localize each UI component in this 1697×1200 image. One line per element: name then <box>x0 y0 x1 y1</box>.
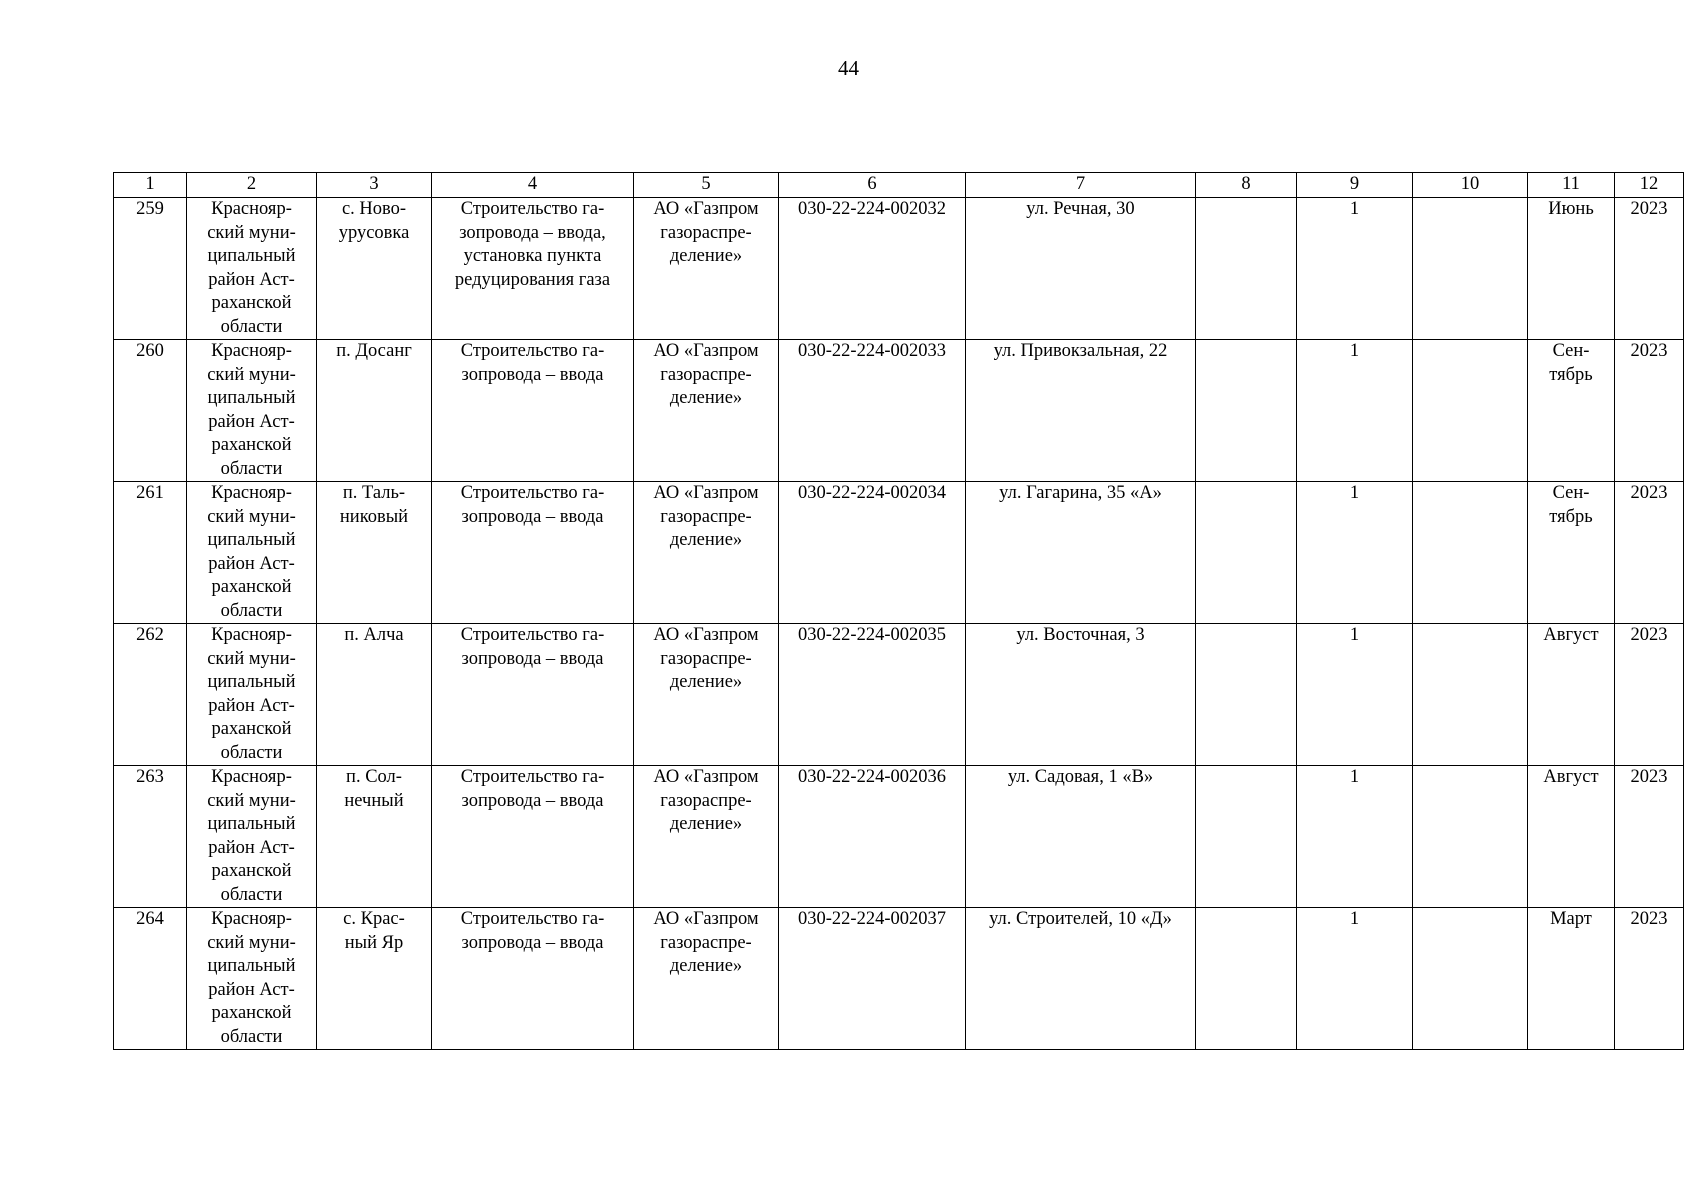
cell-line: Июнь <box>1548 199 1594 219</box>
cell-line: зопровода – ввода <box>461 648 604 669</box>
address-cell: ул. Привокзальная, 22 <box>966 340 1196 482</box>
column-header-9: 9 <box>1297 173 1413 198</box>
cell-line: деление» <box>669 388 743 408</box>
cell-line: район Аст- <box>208 553 295 574</box>
address-cell: ул. Восточная, 3 <box>966 624 1196 766</box>
object-code-cell: 030-22-224-002032 <box>779 198 966 340</box>
cell-line: газораспре- <box>660 790 752 811</box>
column-header-5: 5 <box>634 173 779 198</box>
row-number-cell: 263 <box>114 766 187 908</box>
column-number-row <box>114 173 1684 198</box>
cell-line: АО «Газпром <box>653 483 759 503</box>
cell-line: АО «Газпром <box>653 909 759 929</box>
cell-line: Краснояр- <box>211 341 292 361</box>
cell-line: ский муни- <box>207 790 296 811</box>
cell-line: деление» <box>669 814 743 834</box>
column-9-cell: 1 <box>1297 482 1413 624</box>
column-header-7: 7 <box>966 173 1196 198</box>
column-9-cell: 1 <box>1297 766 1413 908</box>
cell-line: Краснояр- <box>211 767 292 787</box>
object-code-cell: 030-22-224-002035 <box>779 624 966 766</box>
organization-cell <box>634 340 779 482</box>
object-code-cell: 030-22-224-002034 <box>779 482 966 624</box>
column-8-cell <box>1196 340 1297 482</box>
cell-line: Март <box>1550 909 1592 929</box>
column-10-cell <box>1413 908 1528 1050</box>
cell-line: зопровода – ввода <box>461 790 604 811</box>
table-row <box>114 198 1684 340</box>
cell-line: газораспре- <box>660 648 752 669</box>
cell-line: Краснояр- <box>211 909 292 929</box>
cell-line: Строительство га- <box>460 767 605 787</box>
column-10-cell <box>1413 624 1528 766</box>
address-cell: ул. Строителей, 10 «Д» <box>966 908 1196 1050</box>
month-cell <box>1528 766 1615 908</box>
cell-line: АО «Газпром <box>653 625 759 645</box>
cell-line: зопровода – ввода <box>461 364 604 385</box>
cell-line: газораспре- <box>660 364 752 385</box>
cell-line: Строительство га- <box>460 483 605 503</box>
work-type-cell <box>432 766 634 908</box>
row-number-cell: 262 <box>114 624 187 766</box>
row-number-cell: 260 <box>114 340 187 482</box>
cell-line: газораспре- <box>660 932 752 953</box>
work-type-cell <box>432 908 634 1050</box>
locality-cell <box>317 340 432 482</box>
column-9-cell: 1 <box>1297 908 1413 1050</box>
cell-line: области <box>220 316 283 337</box>
page-number: 44 <box>838 56 859 80</box>
cell-line: никовый <box>339 506 409 527</box>
district-cell <box>187 766 317 908</box>
cell-line: деление» <box>669 672 743 692</box>
cell-line: редуцирования газа <box>454 269 611 290</box>
cell-line: раханской <box>211 577 292 597</box>
cell-line: раханской <box>211 435 292 455</box>
cell-line: раханской <box>211 1003 292 1023</box>
work-type-cell <box>432 198 634 340</box>
cell-line: АО «Газпром <box>653 767 759 787</box>
cell-line: АО «Газпром <box>653 341 759 361</box>
cell-line: газораспре- <box>660 222 752 243</box>
row-number-cell: 259 <box>114 198 187 340</box>
column-header-3: 3 <box>317 173 432 198</box>
column-8-cell <box>1196 198 1297 340</box>
district-cell <box>187 908 317 1050</box>
locality-cell <box>317 624 432 766</box>
organization-cell <box>634 766 779 908</box>
cell-line: раханской <box>211 719 292 739</box>
object-code-cell: 030-22-224-002033 <box>779 340 966 482</box>
column-8-cell <box>1196 482 1297 624</box>
work-type-cell <box>432 340 634 482</box>
district-cell <box>187 340 317 482</box>
column-10-cell <box>1413 198 1528 340</box>
cell-line: урусовка <box>338 222 410 243</box>
year-cell: 2023 <box>1615 624 1684 766</box>
cell-line: ципальный <box>207 814 296 834</box>
column-header-10: 10 <box>1413 173 1528 198</box>
column-10-cell <box>1413 766 1528 908</box>
cell-line: деление» <box>669 246 743 266</box>
cell-line: ципальный <box>207 388 296 408</box>
column-9-cell: 1 <box>1297 198 1413 340</box>
column-header-2: 2 <box>187 173 317 198</box>
cell-line: Строительство га- <box>460 909 605 929</box>
cell-line: с. Крас- <box>343 909 405 929</box>
table-row <box>114 766 1684 908</box>
month-cell <box>1528 908 1615 1050</box>
year-cell: 2023 <box>1615 198 1684 340</box>
cell-line: области <box>220 1026 283 1047</box>
cell-line: п. Алча <box>344 625 404 645</box>
locality-cell <box>317 908 432 1050</box>
cell-line: тябрь <box>1549 364 1593 385</box>
cell-line: газораспре- <box>660 506 752 527</box>
column-8-cell <box>1196 908 1297 1050</box>
cell-line: деление» <box>669 530 743 550</box>
cell-line: Строительство га- <box>460 199 605 219</box>
cell-line: п. Таль- <box>342 483 406 503</box>
row-number-cell: 264 <box>114 908 187 1050</box>
cell-line: раханской <box>211 861 292 881</box>
cell-line: район Аст- <box>208 269 295 290</box>
district-cell <box>187 198 317 340</box>
locality-cell <box>317 198 432 340</box>
row-number-cell: 261 <box>114 482 187 624</box>
column-9-cell: 1 <box>1297 340 1413 482</box>
cell-line: тябрь <box>1549 506 1593 527</box>
district-cell <box>187 624 317 766</box>
table-body <box>114 198 1684 1050</box>
month-cell <box>1528 340 1615 482</box>
cell-line: Краснояр- <box>211 625 292 645</box>
object-code-cell: 030-22-224-002036 <box>779 766 966 908</box>
cell-line: установка пункта <box>463 246 602 266</box>
column-header-12: 12 <box>1615 173 1684 198</box>
table-row <box>114 908 1684 1050</box>
column-header-4: 4 <box>432 173 634 198</box>
object-code-cell: 030-22-224-002037 <box>779 908 966 1050</box>
year-cell: 2023 <box>1615 340 1684 482</box>
cell-line: с. Ново- <box>341 199 407 219</box>
cell-line: район Аст- <box>208 979 295 1000</box>
year-cell: 2023 <box>1615 482 1684 624</box>
cell-line: области <box>220 884 283 905</box>
month-cell <box>1528 624 1615 766</box>
cell-line: район Аст- <box>208 837 295 858</box>
data-table <box>113 172 1684 1050</box>
cell-line: ципальный <box>207 246 296 266</box>
cell-line: АО «Газпром <box>653 199 759 219</box>
cell-line: ский муни- <box>207 506 296 527</box>
cell-line: ципальный <box>207 672 296 692</box>
organization-cell <box>634 198 779 340</box>
column-header-6: 6 <box>779 173 966 198</box>
organization-cell <box>634 624 779 766</box>
cell-line: зопровода – ввода <box>461 932 604 953</box>
cell-line: п. Досанг <box>336 341 412 361</box>
cell-line: ский муни- <box>207 648 296 669</box>
column-header-1: 1 <box>114 173 187 198</box>
cell-line: ский муни- <box>207 364 296 385</box>
cell-line: нечный <box>344 790 404 811</box>
cell-line: район Аст- <box>208 695 295 716</box>
year-cell: 2023 <box>1615 766 1684 908</box>
address-cell: ул. Гагарина, 35 «А» <box>966 482 1196 624</box>
cell-line: Краснояр- <box>211 199 292 219</box>
table-row <box>114 624 1684 766</box>
work-type-cell <box>432 482 634 624</box>
column-header-11: 11 <box>1528 173 1615 198</box>
month-cell <box>1528 482 1615 624</box>
organization-cell <box>634 908 779 1050</box>
cell-line: ципальный <box>207 530 296 550</box>
cell-line: район Аст- <box>208 411 295 432</box>
column-10-cell <box>1413 340 1528 482</box>
cell-line: области <box>220 742 283 763</box>
cell-line: ный Яр <box>344 932 404 953</box>
cell-line: области <box>220 458 283 479</box>
column-9-cell: 1 <box>1297 624 1413 766</box>
locality-cell <box>317 482 432 624</box>
year-cell: 2023 <box>1615 908 1684 1050</box>
cell-line: Краснояр- <box>211 483 292 503</box>
table-row <box>114 340 1684 482</box>
cell-line: ципальный <box>207 956 296 976</box>
cell-line: п. Сол- <box>346 767 402 787</box>
cell-line: раханской <box>211 293 292 313</box>
cell-line: зопровода – ввода <box>461 506 604 527</box>
locality-cell <box>317 766 432 908</box>
column-10-cell <box>1413 482 1528 624</box>
cell-line: Август <box>1543 625 1599 645</box>
cell-line: Сен- <box>1552 483 1590 503</box>
cell-line: деление» <box>669 956 743 976</box>
cell-line: области <box>220 600 283 621</box>
column-8-cell <box>1196 766 1297 908</box>
cell-line: Август <box>1543 767 1599 787</box>
cell-line: Строительство га- <box>460 341 605 361</box>
column-header-8: 8 <box>1196 173 1297 198</box>
table-row <box>114 482 1684 624</box>
cell-line: Сен- <box>1552 341 1590 361</box>
column-8-cell <box>1196 624 1297 766</box>
work-type-cell <box>432 624 634 766</box>
address-cell: ул. Речная, 30 <box>966 198 1196 340</box>
cell-line: Строительство га- <box>460 625 605 645</box>
cell-line: ский муни- <box>207 932 296 953</box>
district-cell <box>187 482 317 624</box>
cell-line: зопровода – ввода, <box>459 222 606 243</box>
month-cell <box>1528 198 1615 340</box>
address-cell: ул. Садовая, 1 «В» <box>966 766 1196 908</box>
organization-cell <box>634 482 779 624</box>
cell-line: ский муни- <box>207 222 296 243</box>
